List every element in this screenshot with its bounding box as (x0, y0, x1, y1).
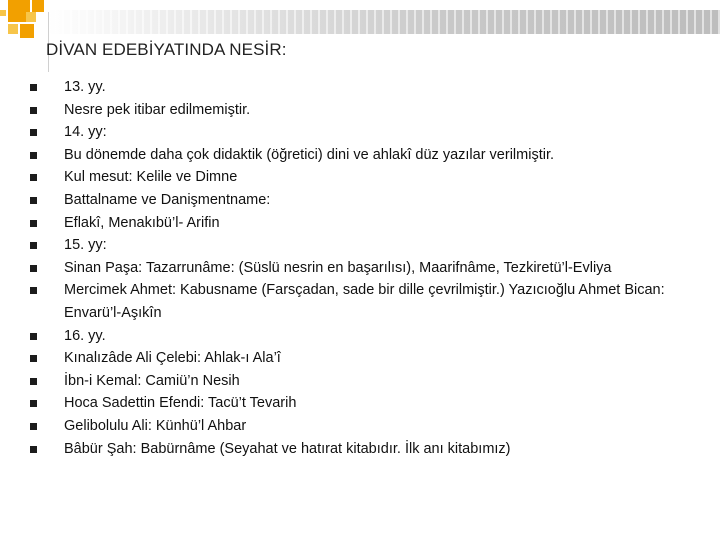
square-bullet-icon (30, 355, 37, 362)
square-bullet-icon (30, 107, 37, 114)
list-item-text: 13. yy. (64, 79, 106, 95)
list-item-text: 15. yy: (64, 237, 107, 254)
list-item (30, 144, 710, 167)
square-bullet-icon (30, 174, 37, 181)
decor-square (20, 24, 34, 38)
square-bullet-icon (30, 446, 37, 453)
list-item (30, 279, 710, 324)
square-bullet-icon (30, 378, 37, 385)
list-item-text: Kınalızâde Ali Çelebi: Ahlak-ı Ala’î (64, 350, 281, 367)
square-bullet-icon (30, 220, 37, 227)
square-bullet-icon (30, 400, 37, 407)
list-item (30, 438, 710, 461)
slide-title: DİVAN EDEBİYATINDA NESİR: (46, 40, 287, 59)
list-item-text: Hoca Sadettin Efendi: Tacü’t Tevarih (64, 395, 297, 412)
list-item-text: Battalname ve Danişmentname: (64, 191, 271, 208)
square-bullet-icon (30, 287, 37, 294)
decor-square (32, 0, 44, 12)
square-bullet-icon (30, 84, 37, 91)
square-bullet-icon (30, 129, 37, 136)
list-item (30, 370, 710, 393)
list-item (30, 325, 710, 348)
list-item (30, 76, 710, 99)
decor-square (26, 12, 36, 22)
list-item-text: Bâbür Şah: Babürnâme (Seyahat ve hatırat kitabıdır. İlk anı kitabımız) (64, 440, 511, 457)
square-bullet-icon (30, 152, 37, 159)
list-item (30, 212, 710, 235)
list-item (30, 166, 710, 189)
list-item (30, 234, 710, 257)
list-item (30, 121, 710, 144)
list-item-text: Eflakî, Menakıbü’l- Arifin (64, 214, 220, 231)
decor-square (0, 10, 6, 16)
header-gradient-bar (48, 10, 720, 34)
square-bullet-icon (30, 333, 37, 340)
decor-square (8, 24, 18, 34)
list-item (30, 415, 710, 438)
list-item (30, 99, 710, 122)
list-item (30, 257, 710, 280)
list-item (30, 189, 710, 212)
list-item (30, 347, 710, 370)
list-item-text: Gelibolulu Ali: Künhü’l Ahbar (64, 417, 247, 434)
list-item-text: Kul mesut: Kelile ve Dimne (64, 169, 238, 186)
square-bullet-icon (30, 197, 37, 204)
list-item-text: Sinan Paşa: Tazarrunâme: (Süslü nesrin en başarılısı), Maarifnâme, Tezkiretü’l-Evliya (64, 259, 612, 276)
square-bullet-icon (30, 423, 37, 430)
bullet-list (30, 76, 710, 460)
list-item-text: Nesre pek itibar edilmemiştir. (64, 101, 251, 118)
list-item-text: Bu dönemde daha çok didaktik (öğretici) dini ve ahlakî düz yazılar verilmiştir. (64, 146, 555, 163)
square-bullet-icon (30, 265, 37, 272)
list-item (30, 392, 710, 415)
square-bullet-icon (30, 242, 37, 249)
list-item-text: 14. yy: (64, 124, 107, 141)
list-item-text: 16. yy. (64, 327, 106, 344)
list-item-text: İbn-i Kemal: Camiü’n Nesih (64, 372, 240, 389)
list-item-text: Mercimek Ahmet: Kabusname (Farsçadan, sade bir dille çevrilmiştir.) Yazıcıoğlu Ahmet Bican: Envarü’l-Aşıkîn (64, 282, 665, 321)
